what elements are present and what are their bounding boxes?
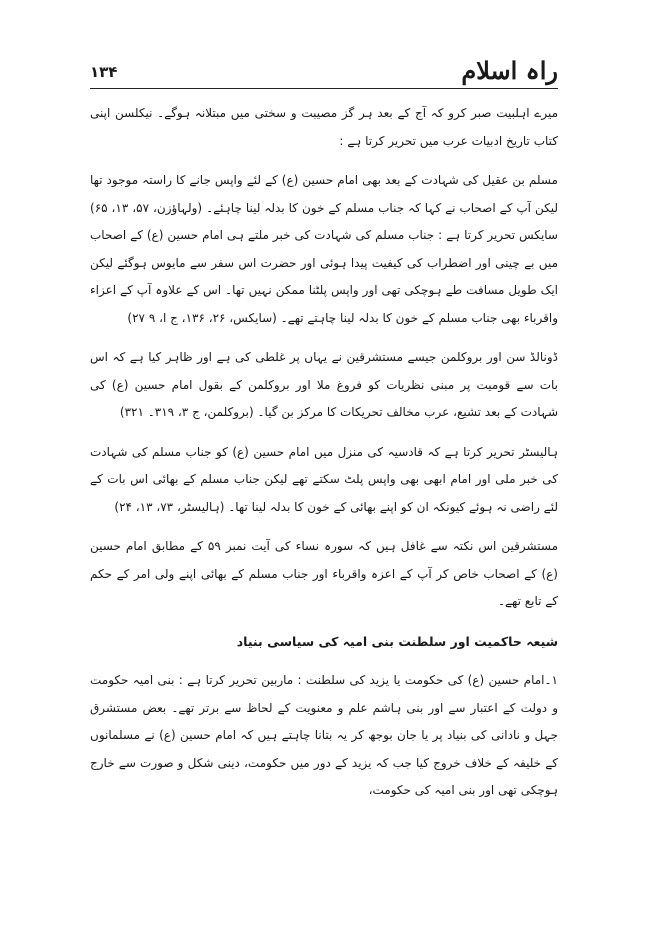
page-header bbox=[90, 56, 558, 88]
paragraph-6: ۱۔امام حسین (ع) کی حکومت یا یزید کی سلطنت : ماربین تحریر کرتا ہے : بنی امیہ حکومت و دولت کے اعتبار سے اور بنی ہاشم علم و معنویت کے لحاظ سے برتر تھے۔ بعض مستشرق جہل و نادانی کی بنیاد پر یا جان بوجھ کر یہ بتانا چاہتے ہیں کہ امام حسین (ع) نے مسلمانوں کے خلیفہ کے خلاف خروج کیا جب کہ یزید کے دور میں حکومت، دینی شکل و صورت سے خارج ہوچکی تھی اور بنی امیہ کی حکومت، bbox=[90, 673, 558, 797]
page-body bbox=[90, 100, 558, 817]
paragraph-3: ڈونالڈ سن اور بروکلمن جیسے مستشرقین نے یہاں پر غلطی کی ہے اور ظاہر کیا ہے کہ اس بات سے قومیت پر مبنی نظریات کو فروغ ملا اور بروکلمن کے بقول امام حسین (ع) کی شہادت کے بعد تشیع، عرب مخالف تحریکات کا مرکز بن گیا۔ (بروکلمن، ج ۳، ۳۱۹۔ ۳۲۱) bbox=[90, 350, 558, 419]
paragraph-2: مسلم بن عقیل کی شہادت کے بعد بھی امام حسین (ع) کے لئے واپس جانے کا راستہ موجود تھا لیکن آپ کے اصحاب نے کہا کہ جناب مسلم کے خون کا بدلہ لینا چاہئے۔ (ولہاؤزن، ۵۷، ۱۳، ۶۵) سایکس تحریر کرتا ہے : جناب مسلم کی شہادت کی خبر ملتے ہی امام حسین (ع) کے اصحاب میں بے چینی اور اضطراب کی کیفیت پیدا ہوئی اور حضرت اس سفر سے مایوس ہوگئے لیکن ایک طویل مسافت طے ہوچکی تھی اور واپس پلٹنا ممکن نہیں تھا۔ اس کے علاوہ آپ کے اعزاء واقرباء بھی جناب مسلم کے خون کا بدلہ لینا چاہتے تھے۔ (سایکس، ۲۶، ۱۳۶، ج ا، ۹ ۲۷) bbox=[90, 173, 559, 325]
page-number: ۱۳۴ bbox=[90, 63, 118, 81]
header-divider bbox=[90, 88, 558, 89]
section-heading: شیعہ حاکمیت اور سلطنت بنی امیہ کی سیاسی بنیاد bbox=[236, 633, 558, 649]
paragraph-5: مستشرقین اس نکتہ سے غافل ہیں کہ سورہ نساء کی آیت نمبر ۵۹ کے مطابق امام حسین (ع) کے اصحاب خاص کر آپ کے اعزہ واقرباء اور جناب مسلم کے بھائی اپنے ولی امر کے حکم کے تابع تھے۔ bbox=[90, 539, 558, 608]
paragraph-4: ہالیسٹر تحریر کرتا ہے کہ قادسیہ کی منزل میں امام حسین (ع) کو جناب مسلم کی شہادت کی خبر ملی اور امام ابھی بھی واپس پلٹ سکتے تھے لیکن جناب مسلم کے بھائی اس بات کے لئے راضی نہ ہوئے کیونکہ ان کو اپنے بھائی کے خون کا بدلہ لینا تھا۔ (ہالیسٹر، ۷۳، ۱۳، ۲۴) bbox=[90, 444, 558, 514]
paragraph-1: میرے اہلبیت صبر کرو کہ آج کے بعد ہر گز مصیبت و سختی میں مبتلانہ ہوگے۔ نیکلسن اپنی کتاب تاریخ ادبیات عرب میں تحریر کرتا ہے : bbox=[90, 106, 558, 148]
running-title: راہ اسلام bbox=[461, 56, 558, 85]
